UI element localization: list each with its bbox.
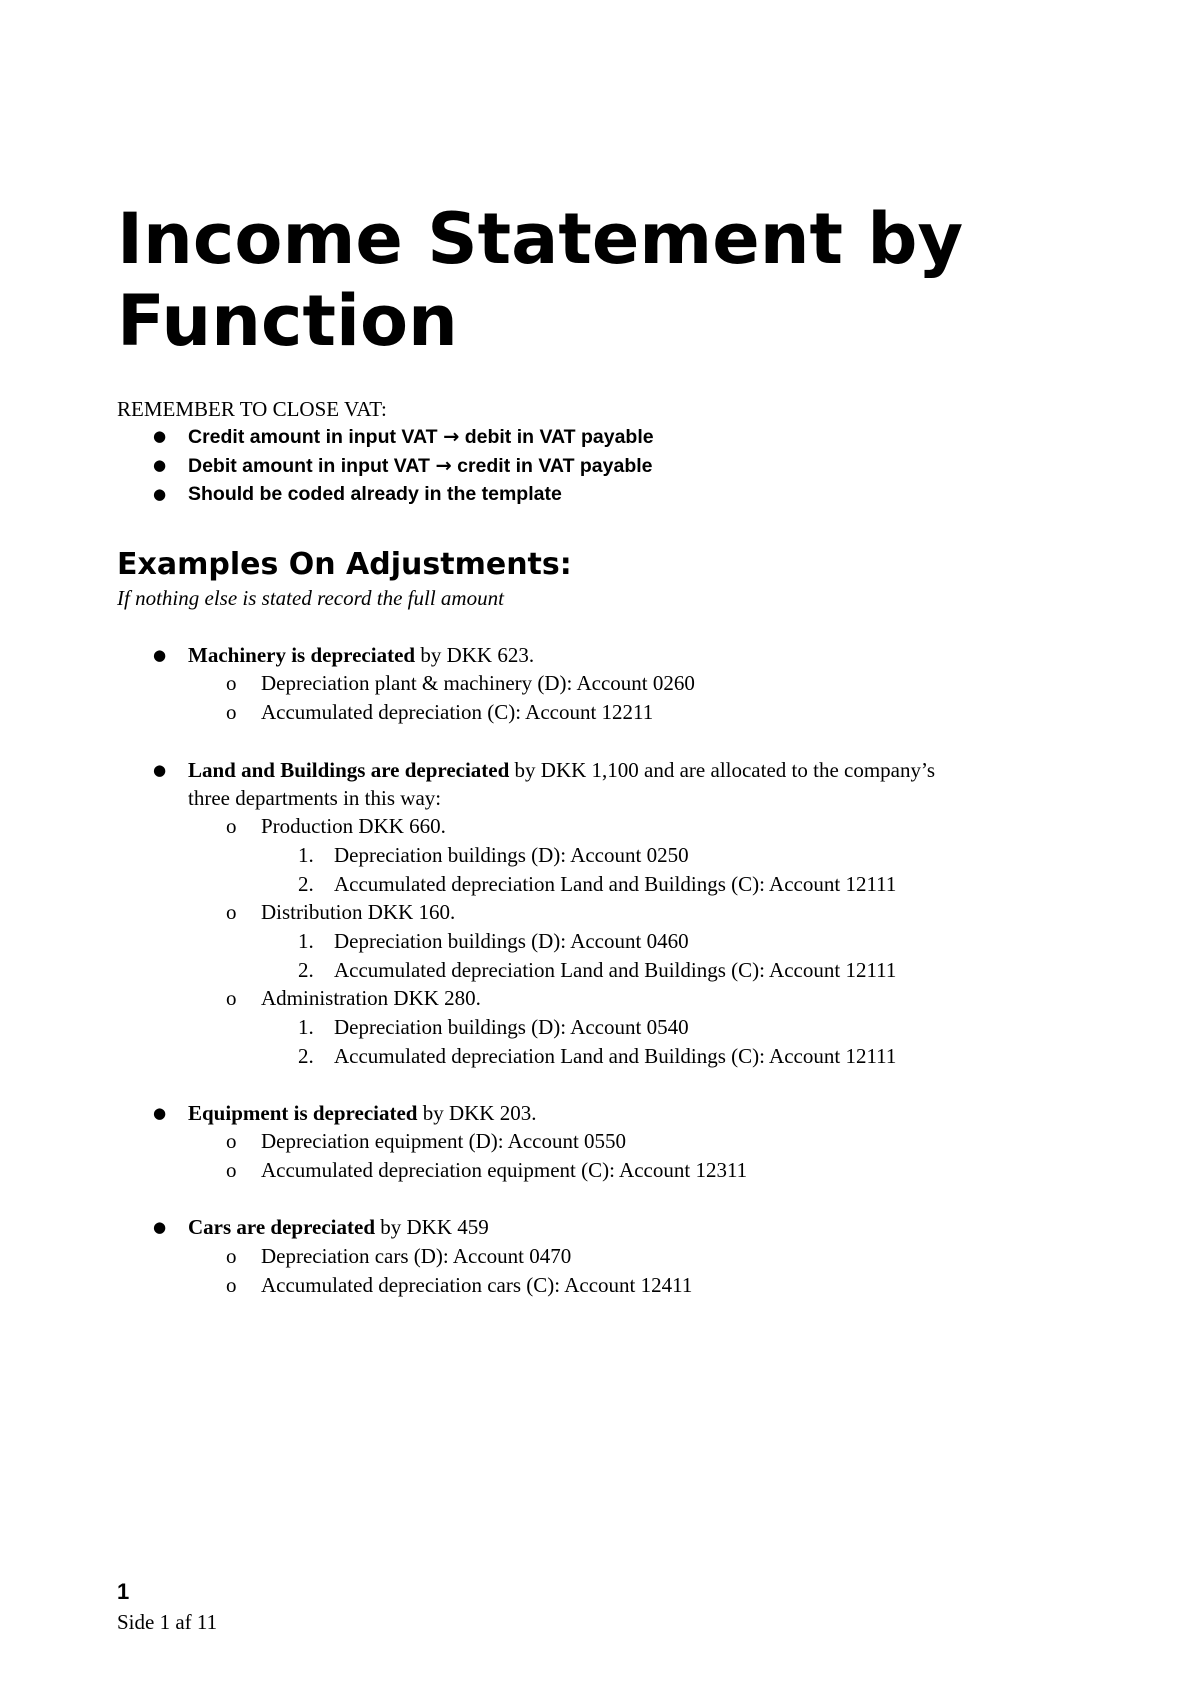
sub-bullet-icon: o <box>226 1273 237 1297</box>
vat-item-text: Should be coded already in the template <box>188 483 562 505</box>
arrow-right-icon: → <box>442 425 460 448</box>
adjustment-title: Machinery is depreciated <box>188 643 416 667</box>
bullet-icon: ● <box>153 1218 167 1236</box>
list-item <box>153 480 654 509</box>
adjustment-machinery <box>188 641 534 669</box>
list-item: Depreciation buildings (D): Account 0460 <box>334 929 689 953</box>
list-item: Accumulated depreciation equipment (C): Account 12311 <box>261 1158 748 1182</box>
adjustment-amount: by DKK 459 <box>375 1215 489 1239</box>
vat-item-after: credit in VAT payable <box>457 455 653 477</box>
list-item: Accumulated depreciation cars (C): Account 12411 <box>261 1273 693 1297</box>
adjustment-land-buildings <box>188 756 935 784</box>
adjustment-title: Equipment is depreciated <box>188 1101 418 1125</box>
adjustment-cars <box>188 1213 489 1241</box>
step-number: 2. <box>298 872 314 896</box>
step-number: 1. <box>298 1015 314 1039</box>
sub-bullet-icon: o <box>226 671 237 695</box>
page-label: Side 1 af 11 <box>117 1610 218 1634</box>
adjustment-amount: by DKK 1,100 and are allocated to the company’s <box>509 758 936 782</box>
list-item: Accumulated depreciation (C): Account 12211 <box>261 700 654 724</box>
adjustment-title: Cars are depreciated <box>188 1215 376 1239</box>
bullet-icon: ● <box>153 761 167 779</box>
page-title: Income Statement by Function <box>117 198 964 362</box>
sub-bullet-icon: o <box>226 1158 237 1182</box>
adjustment-amount: by DKK 203. <box>417 1101 537 1125</box>
vat-item-after: debit in VAT payable <box>464 426 654 448</box>
step-number: 1. <box>298 929 314 953</box>
list-item: Depreciation cars (D): Account 0470 <box>261 1244 572 1268</box>
adjustment-amount: by DKK 623. <box>415 643 535 667</box>
page-number: 1 <box>117 1579 130 1604</box>
list-item <box>153 451 654 480</box>
vat-reminder-heading: REMEMBER TO CLOSE VAT: <box>117 397 387 421</box>
vat-item-before: Credit amount in input VAT <box>188 426 438 448</box>
sub-bullet-icon: o <box>226 1244 237 1268</box>
bullet-icon: ● <box>153 646 167 664</box>
adjustment-land-continuation: three departments in this way: <box>188 786 442 810</box>
list-item: Accumulated depreciation Land and Buildings (C): Account 12111 <box>334 872 897 896</box>
arrow-right-icon: → <box>435 454 452 477</box>
bullet-icon: ● <box>153 1104 167 1122</box>
sub-bullet-icon: o <box>226 1129 237 1153</box>
bullet-icon: ● <box>153 427 167 445</box>
list-item: Accumulated depreciation Land and Buildings (C): Account 12111 <box>334 1044 897 1068</box>
list-item: Distribution DKK 160. <box>261 900 456 924</box>
bullet-icon: ● <box>153 456 167 474</box>
list-item: Accumulated depreciation Land and Buildings (C): Account 12111 <box>334 958 897 982</box>
sub-bullet-icon: o <box>226 986 237 1010</box>
vat-list <box>153 422 654 509</box>
adjustment-title: Land and Buildings are depreciated <box>188 758 510 782</box>
adjustments-note: If nothing else is stated record the full amount <box>117 586 504 610</box>
vat-item-before: Debit amount in input VAT <box>188 455 430 477</box>
list-item: Depreciation buildings (D): Account 0540 <box>334 1015 689 1039</box>
list-item: Depreciation plant & machinery (D): Account 0260 <box>261 671 695 695</box>
adjustment-equipment <box>188 1099 536 1127</box>
step-number: 2. <box>298 958 314 982</box>
list-item: Depreciation equipment (D): Account 0550 <box>261 1129 627 1153</box>
list-item <box>153 422 654 451</box>
sub-bullet-icon: o <box>226 700 237 724</box>
list-item: Depreciation buildings (D): Account 0250 <box>334 843 689 867</box>
list-item: Production DKK 660. <box>261 814 446 838</box>
adjustments-heading: Examples On Adjustments: <box>117 547 572 582</box>
list-item: Administration DKK 280. <box>261 986 481 1010</box>
sub-bullet-icon: o <box>226 900 237 924</box>
sub-bullet-icon: o <box>226 814 237 838</box>
bullet-icon: ● <box>153 485 167 503</box>
step-number: 1. <box>298 843 314 867</box>
step-number: 2. <box>298 1044 314 1068</box>
